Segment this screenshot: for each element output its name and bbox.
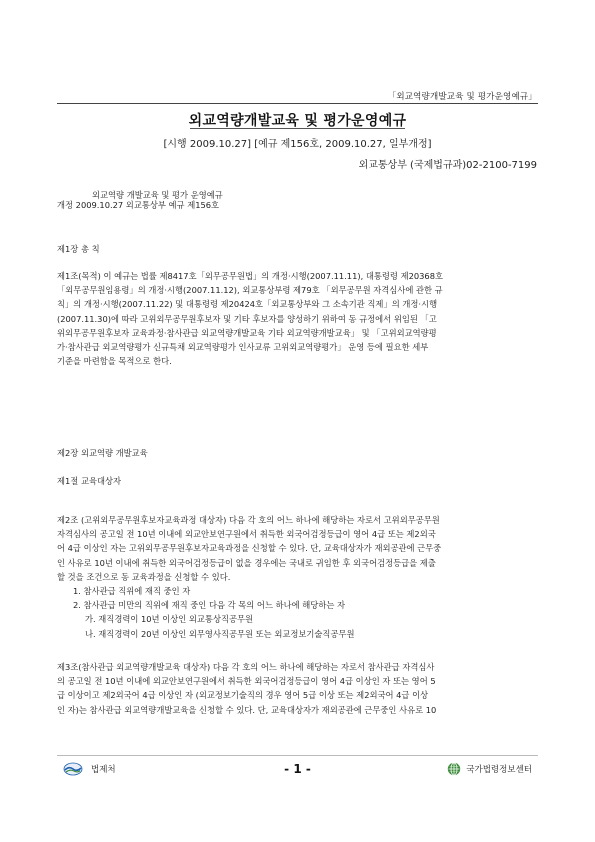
- running-head: 「외교역량개발교육 및 평가운영예규」: [387, 92, 537, 102]
- article-1-line: (2007.11.30)에 따라 고위외무공무원후보자 및 기타 후보자를 양성하기 위하여 동 규정에서 위임된 「고: [57, 313, 437, 324]
- footer-right: [447, 762, 532, 776]
- footer-divider: [57, 755, 538, 756]
- enactment-info: [시행 2009.10.27] [예규 제156호, 2009.10.27, 일부개정]: [163, 139, 432, 150]
- article-2-line: 어 4급 이상인 자는 고위외무공무원후보자교육과정을 신청할 수 있다. 단, 교육대상자가 재외공관에 근무중: [57, 543, 442, 554]
- article-1-line: 「외무공무원임용령」의 개정·시행(2007.11.12), 외교통상부령 제79호 「외무공무원 자격심사에 관한 규: [57, 285, 443, 296]
- article-2: [57, 513, 537, 641]
- article-1: [57, 269, 537, 368]
- article-2-line: 제2조 (고위외무공무원후보자교육과정 대상자) 다음 각 호의 어느 하나에 해당하는 자로서 고위외무공무원: [57, 515, 440, 525]
- article-3-line: 제3조(참사관급 외교역량개발교육 대상자) 다음 각 호의 어느 하나에 해당하는 자로서 참사관급 자격심사: [57, 662, 435, 672]
- article-1-line: 칙」의 개정·시행(2007.11.22) 및 대통령령 제20424호「외교통상부와 그 소속기관 직제」의 개정·시행: [57, 299, 438, 310]
- article-1-line: 가·참사관급 외교역량평가 신규특채 외교역량평가 인사교류 고위외교역량평가」 운영 등에 필요한 세부: [57, 342, 429, 353]
- globe-logo-icon: [447, 762, 461, 776]
- article-2-subitem: 나. 재직경력이 20년 이상인 외무영사직공무원 또는 외교정보기술직공무원: [85, 628, 355, 639]
- article-1-line: 위외무공무원후보자 교육과정·참사관급 외교역량개발교육 기타 외교역량개발교육」 및 「고위외교역량평: [57, 327, 437, 338]
- page-footer: [57, 760, 538, 782]
- footer-left-label: 법제처: [91, 765, 116, 775]
- title-underline: [190, 128, 405, 129]
- article-2-item: 2. 참사관급 미만의 직위에 재직 중인 다음 각 목의 어느 하나에 해당하는 자: [73, 600, 345, 611]
- article-2-line: 자격심사의 공고일 전 10년 이내에 외교안보연구원에서 취득한 외국어검정등급이 영어 4급 또는 제2외국: [57, 529, 436, 540]
- article-1-line: 제1조(목적) 이 예규는 법률 제8417호「외무공무원법」의 개정·시행(2007.11.11), 대통령령 제20368호: [57, 271, 444, 281]
- footer-right-label: 국가법령정보센터: [466, 765, 532, 775]
- article-2-item: 1. 참사관급 직위에 재직 중인 자: [73, 586, 191, 597]
- article-2-line: 할 것을 조건으로 동 교육과정을 신청할 수 있다.: [57, 571, 231, 582]
- ministry-contact: 외교통상부 (국제법규과)02-2100-7199: [358, 160, 537, 171]
- chapter-1-heading: 제1장 총 칙: [57, 244, 100, 254]
- revision-note: 개정 2009.10.27 외교통상부 예규 제156호: [57, 200, 220, 210]
- article-1-line: 기준을 마련함을 목적으로 한다.: [57, 356, 172, 367]
- article-3-line: 급 이상이고 제2외국어 4급 이상인 자 (외교정보기술직의 경우 영어 5급 이상 또는 제2외국어 4급 이상: [57, 690, 429, 701]
- page-number: - 1 -: [284, 762, 311, 776]
- header-divider: [57, 103, 538, 104]
- section-1-heading: 제1절 교육대상자: [57, 476, 122, 486]
- article-2-line: 인 사유로 10년 이내에 취득한 외국어검정등급이 없을 경우에는 국내로 귀임한 후 외국어검정등급을 제출: [57, 557, 436, 568]
- article-2-subitem: 가. 재직경력이 10년 이상인 외교통상직공무원: [85, 614, 254, 625]
- article-3: [57, 660, 537, 717]
- regulation-name: 외교역량 개발교육 및 평가 운영예규: [92, 190, 223, 200]
- article-3-line: 인 자)는 참사관급 외교역량개발교육을 신청할 수 있다. 단, 교육대상자가 재외공관에 근무중인 사유로 10: [57, 704, 437, 715]
- page-title: 외교역량개발교육 및 평가운영예규: [188, 113, 407, 129]
- chapter-2-heading: 제2장 외교역량 개발교육: [57, 448, 148, 458]
- article-3-line: 의 공고일 전 10년 이내에 외교안보연구원에서 취득한 외국어검정등급이 영어 4급 이상인 자 또는 영어 5: [57, 676, 436, 687]
